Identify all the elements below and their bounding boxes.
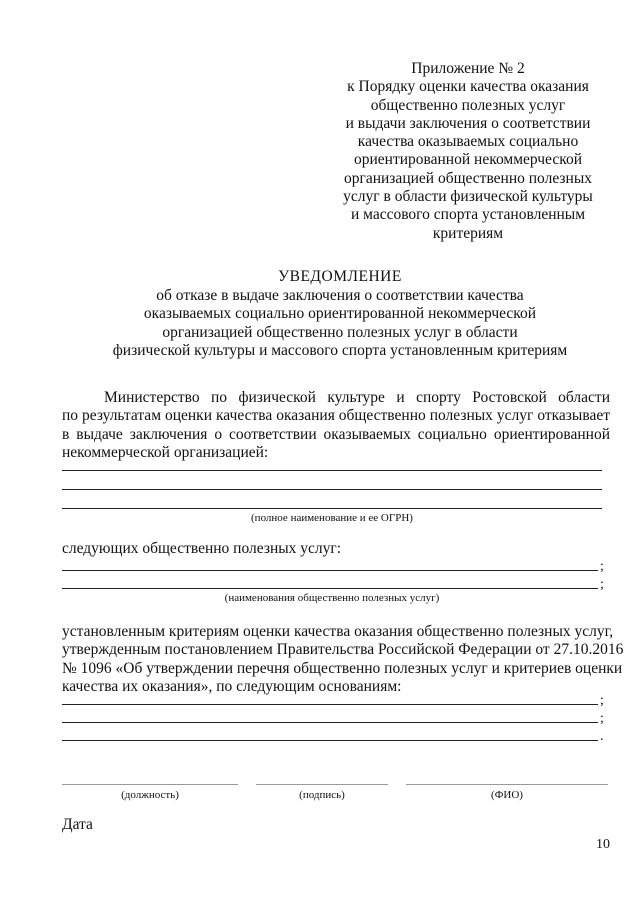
signature-caption: (подпись) [299, 789, 345, 801]
notice-subtitle-line: физической культуры и массового спорта установленным критериям [112, 342, 568, 359]
annex-line: и массового спорта установленным [350, 206, 586, 224]
org-name-line[interactable] [62, 470, 602, 471]
service-line[interactable] [62, 588, 598, 589]
signature-line[interactable] [256, 784, 388, 785]
line-semicolon: ; [600, 559, 604, 574]
line-semicolon: ; [600, 577, 604, 592]
position-line[interactable] [62, 784, 238, 785]
annex-line: Приложение № 2 [411, 60, 525, 77]
annex-line: общественно полезных услуг [370, 96, 566, 114]
line-semicolon: ; [600, 693, 604, 708]
annex-line: организацией общественно полезных [343, 169, 592, 187]
line-period: . [600, 729, 604, 744]
grounds-line[interactable] [62, 740, 598, 741]
org-name-line[interactable] [62, 489, 602, 490]
paragraph-line: качества их оказания», по следующим основаниям: [62, 678, 402, 696]
grounds-line[interactable] [62, 704, 598, 705]
paragraph-line: по результатам оценки качества оказания общественно полезных услуг отказывает [62, 407, 610, 425]
org-caption: (полное наименование и ее ОГРН) [251, 512, 413, 524]
position-caption: (должность) [121, 789, 179, 801]
paragraph-line: утвержденным постановлением Правительства Российской Федерации от 27.10.2016 [62, 641, 624, 659]
grounds-line[interactable] [62, 722, 598, 723]
annex-line: качества оказываемых социально [357, 133, 579, 151]
annex-header [320, 60, 616, 243]
notice-subtitle-line: организацией общественно полезных услуг в области [162, 323, 518, 341]
refusal-paragraph [62, 389, 610, 463]
notice-heading [40, 268, 640, 361]
services-caption: (наименования общественно полезных услуг) [224, 592, 440, 604]
paragraph-line: № 1096 «Об утверждении перечня общественно полезных услуг и критериев оценки [62, 659, 623, 677]
criteria-paragraph [62, 623, 624, 697]
notice-subtitle-line: об отказе в выдаче заключения о соответствии качества [156, 286, 524, 304]
org-name-line[interactable] [62, 508, 602, 509]
line-semicolon: ; [600, 711, 604, 726]
paragraph-line: в выдаче заключения о соответствии оказываемых социально ориентированной [62, 425, 610, 443]
services-intro: следующих общественно полезных услуг: [62, 540, 342, 557]
annex-line: ориентированной некоммерческой [353, 151, 582, 169]
annex-line: к Порядку оценки качества оказания [347, 78, 589, 96]
paragraph-line: установленным критериям оценки качества оказания общественно полезных услуг, [62, 623, 614, 640]
annex-line: и выдачи заключения о соответствии [345, 114, 591, 132]
paragraph-line: Министерство по физической культуре и спорту Ростовской области [104, 389, 610, 406]
date-label: Дата [62, 816, 93, 833]
annex-line: услуг в области физической культуры [343, 188, 593, 206]
annex-line: критериям [432, 224, 504, 242]
notice-title: УВЕДОМЛЕНИЕ [278, 268, 402, 285]
service-line[interactable] [62, 570, 598, 571]
paragraph-line: некоммерческой организацией: [62, 444, 269, 462]
full-name-line[interactable] [406, 784, 608, 785]
full-name-caption: (ФИО) [491, 789, 523, 801]
page-number: 10 [596, 837, 610, 852]
notice-subtitle-line: оказываемых социально ориентированной некоммерческой [143, 305, 537, 322]
